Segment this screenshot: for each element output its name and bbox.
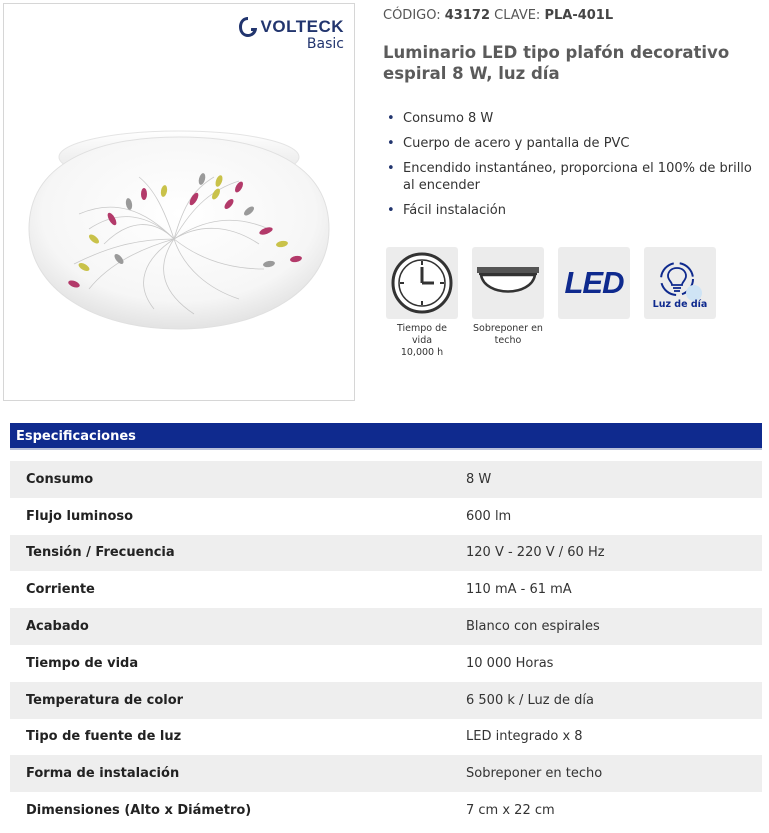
brand-name: VOLTECK <box>260 17 344 36</box>
icon-caption: Tiempo de vida 10,000 h <box>397 323 447 358</box>
feature-item: • Cuerpo de acero y pantalla de PVC <box>387 136 630 151</box>
table-row <box>10 645 762 682</box>
feature-icons <box>386 247 730 359</box>
table-row <box>10 755 762 792</box>
clock-icon <box>390 251 454 315</box>
spec-key: Tiempo de vida <box>26 655 139 671</box>
spec-value: 10 000 Horas <box>466 655 554 671</box>
icon-daylight <box>644 247 716 359</box>
spec-key: Flujo luminoso <box>26 508 134 524</box>
volteck-logo-icon <box>238 16 258 38</box>
lamp-product-image <box>24 119 334 339</box>
product-code-line <box>383 8 613 23</box>
spec-value: 110 mA - 61 mA <box>466 582 572 598</box>
spec-value: 120 V - 220 V / 60 Hz <box>466 545 605 561</box>
spec-key: Consumo <box>26 471 94 487</box>
spec-key: Corriente <box>26 582 95 598</box>
spec-key: Dimensiones (Alto x Diámetro) <box>26 803 252 819</box>
bullet-icon: • <box>387 136 395 151</box>
key-label: CLAVE: <box>494 8 541 23</box>
product-image-box <box>3 3 355 401</box>
table-row <box>10 571 762 608</box>
icon-led <box>558 247 630 359</box>
feature-list <box>385 110 760 227</box>
table-row <box>10 608 762 645</box>
spec-value: 7 cm x 22 cm <box>466 803 555 819</box>
product-title: Luminario LED tipo plafón decorativo espiral 8 W, luz día <box>383 43 730 83</box>
spec-key: Tensión / Frecuencia <box>26 545 175 561</box>
icon-ceiling-mount <box>472 247 544 359</box>
product-code: 43172 <box>444 8 490 23</box>
bullet-icon: • <box>387 203 395 218</box>
ceiling-mount-icon <box>475 263 541 303</box>
feature-item: • Consumo 8 W <box>387 111 494 126</box>
led-icon: LED <box>564 265 624 300</box>
spec-key: Acabado <box>26 619 89 635</box>
specs-table <box>10 461 762 829</box>
spec-key: Tipo de fuente de luz <box>26 729 182 745</box>
table-row <box>10 792 762 829</box>
bullet-icon: • <box>387 111 395 126</box>
icon-lifetime <box>386 247 458 359</box>
spec-value: 8 W <box>466 471 492 487</box>
brand-subline: Basic <box>306 36 344 52</box>
spec-key: Temperatura de color <box>26 692 184 708</box>
specs-header: Especificaciones <box>10 423 762 450</box>
code-label: CÓDIGO: <box>383 8 441 23</box>
spec-value: 6 500 k / Luz de día <box>466 692 594 708</box>
table-row <box>10 535 762 572</box>
daylight-bulb-icon <box>654 257 706 301</box>
table-row <box>10 461 762 498</box>
table-row <box>10 682 762 719</box>
product-key: PLA-401L <box>544 8 614 23</box>
daylight-label: Luz de día <box>652 298 708 310</box>
table-row <box>10 719 762 756</box>
spec-value: Blanco con espirales <box>466 619 600 635</box>
feature-item: • Encendido instantáneo, proporciona el 100% de brillo al encender <box>387 161 752 193</box>
table-row <box>10 498 762 535</box>
spec-value: Sobreponer en techo <box>466 766 603 782</box>
icon-caption: Sobreponer en techo <box>473 323 543 346</box>
spec-key: Forma de instalación <box>26 766 180 782</box>
brand-logo <box>238 16 344 52</box>
bullet-icon: • <box>387 161 395 176</box>
feature-item: • Fácil instalación <box>387 203 506 218</box>
spec-value: 600 lm <box>466 508 512 524</box>
spec-value: LED integrado x 8 <box>466 729 583 745</box>
